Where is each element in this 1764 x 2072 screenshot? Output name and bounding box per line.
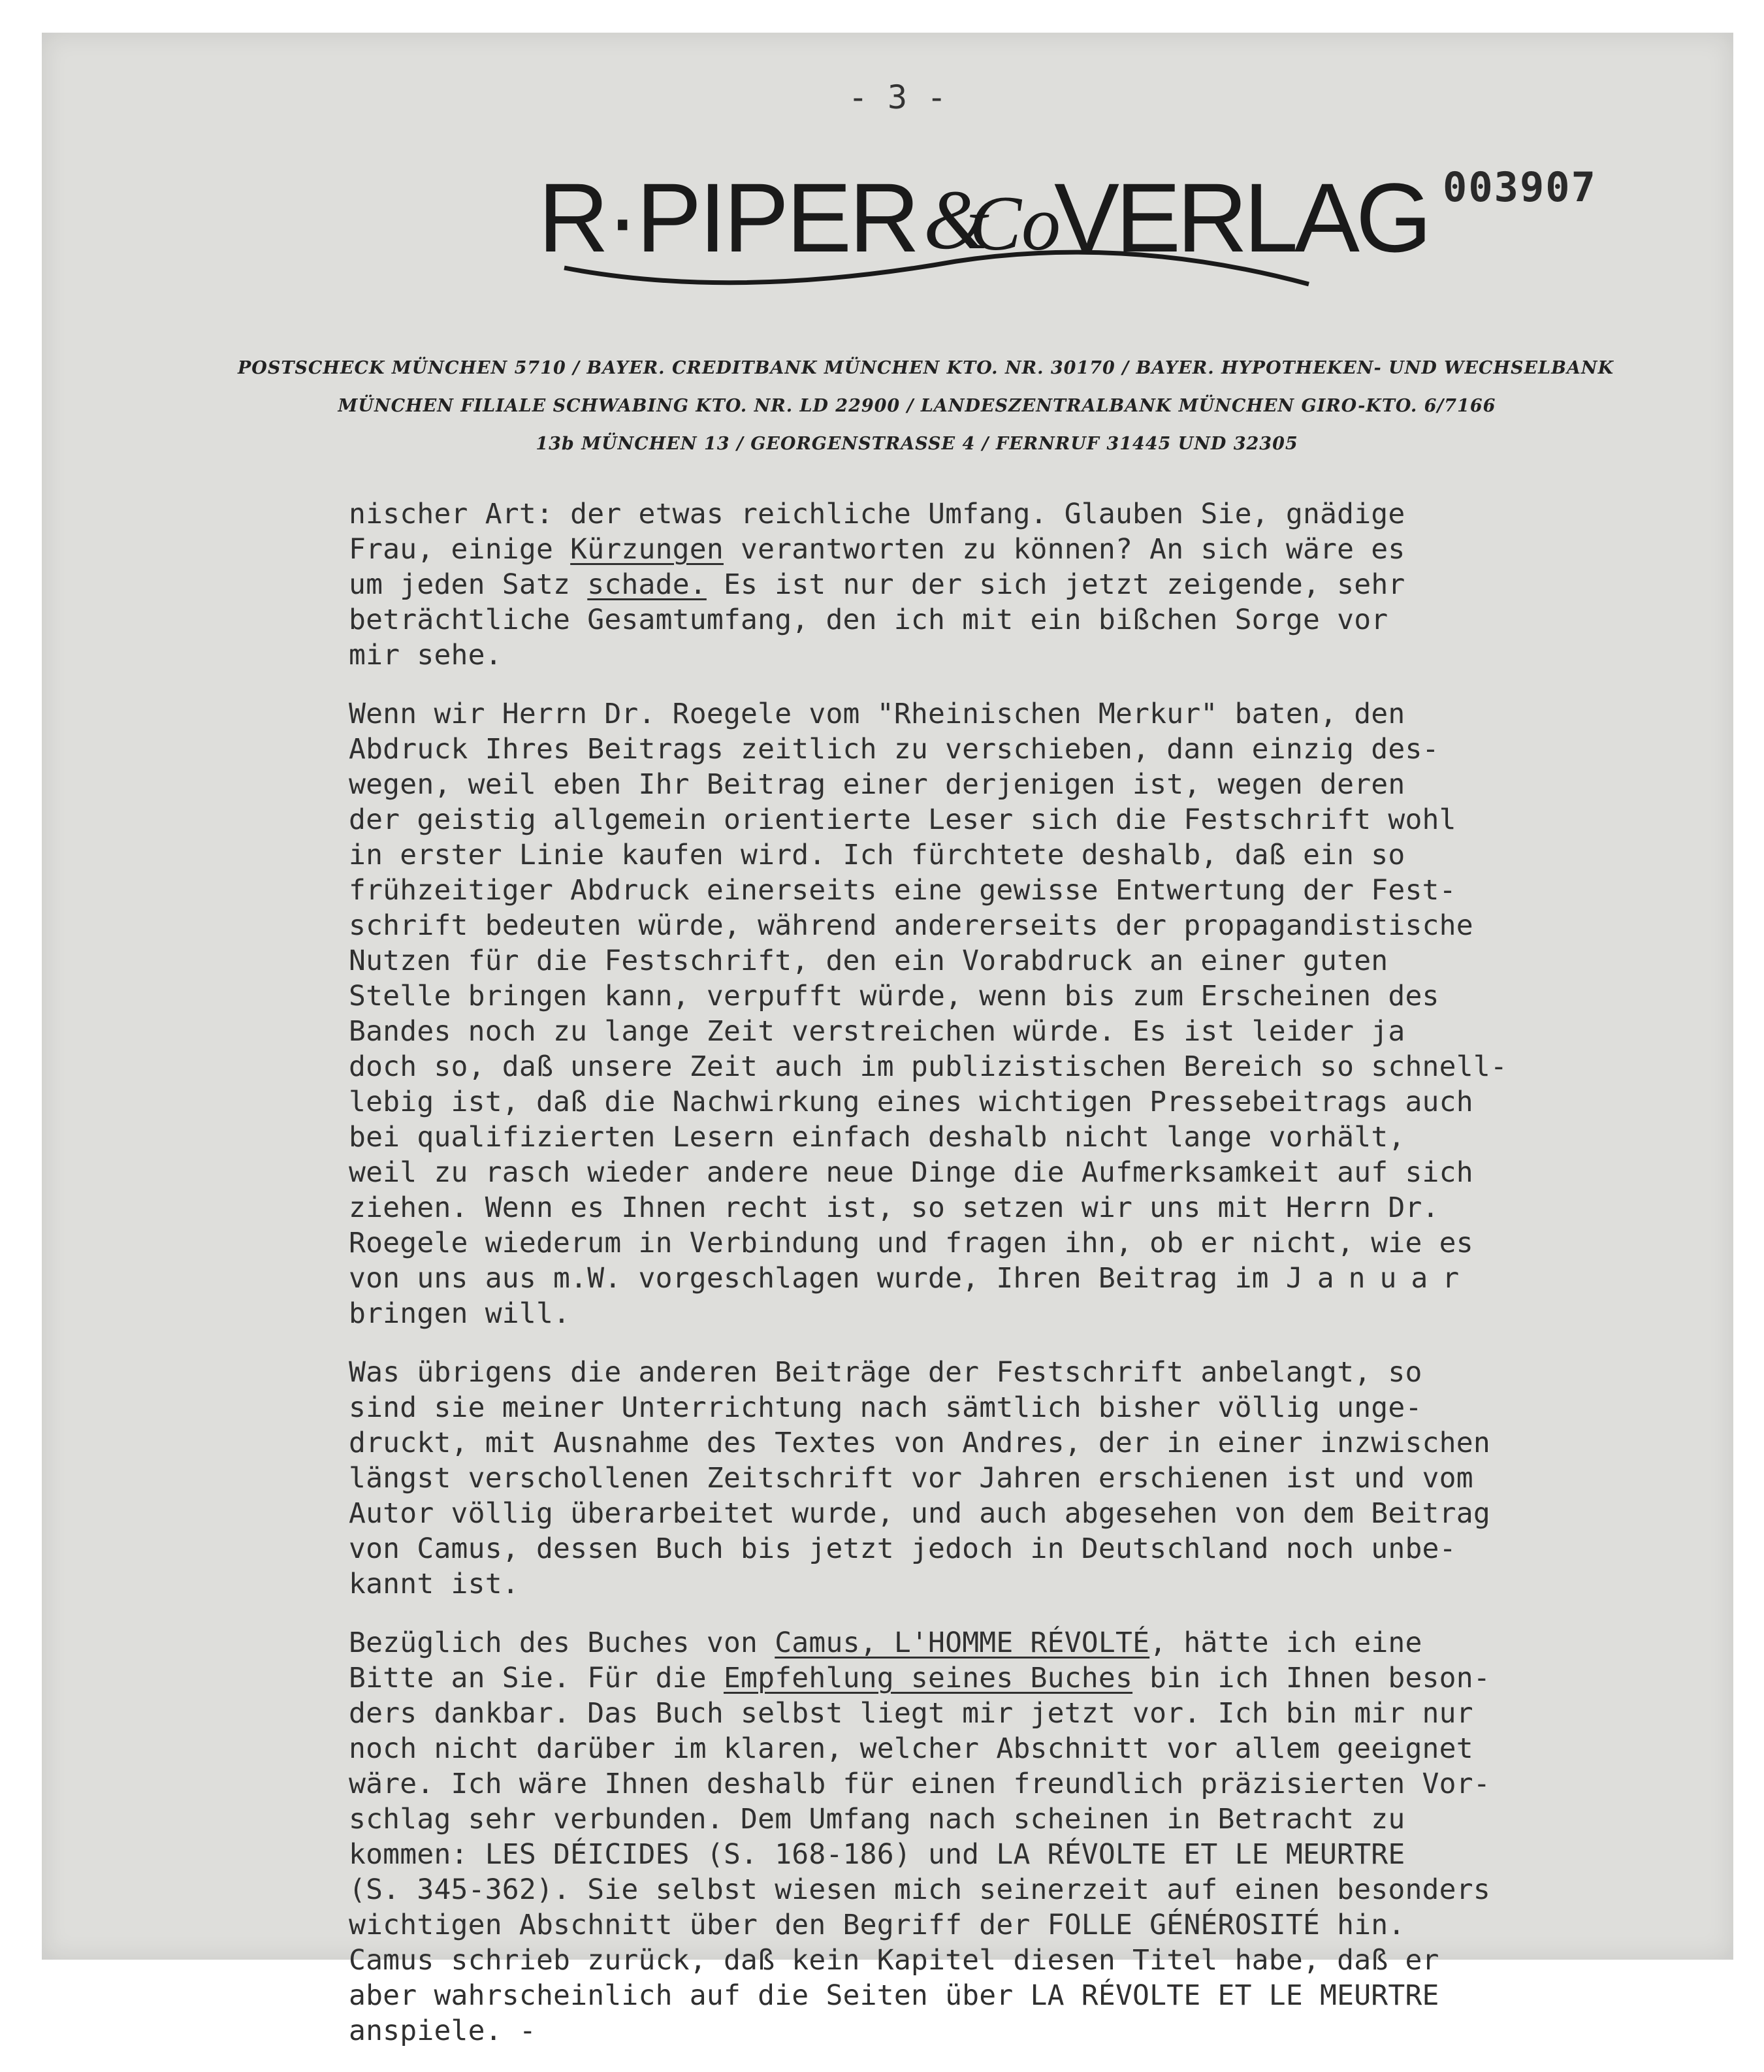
svg-text:&: & — [923, 173, 990, 267]
text-line: lebig ist, daß die Nachwirkung eines wichtigen Pressebeitrags auch — [349, 1086, 1473, 1118]
bank-line: MÜNCHEN FILIALE SCHWABING KTO. NR. LD 22900 / LANDESZENTRALBANK MÜNCHEN GIRO-KTO. 6/7166 — [338, 396, 1496, 416]
text-line: beträchtliche Gesamtumfang, den ich mit ein bißchen Sorge vor — [349, 604, 1388, 636]
text-line: mir sehe. — [349, 639, 502, 672]
text-line: Roegele wiederum in Verbindung und fragen ihn, ob er nicht, wie es — [349, 1227, 1473, 1259]
text-span: Frau, einige — [349, 533, 571, 566]
text-line — [349, 567, 1759, 602]
text-line: noch nicht darüber im klaren, welcher Abschnitt vor allem geeignet — [349, 1732, 1473, 1765]
bank-line: 13b MÜNCHEN 13 / GEORGENSTRASSE 4 / FERNRUF 31445 UND 32305 — [536, 434, 1298, 454]
text-line: der geistig allgemein orientierte Leser sich die Festschrift wohl — [349, 803, 1456, 836]
spaced-text: Januar — [1285, 1262, 1474, 1295]
text-line: Abdruck Ihres Beitrags zeitlich zu verschieben, dann einzig des- — [349, 733, 1439, 766]
text-line — [349, 532, 1759, 567]
text-span: Es ist nur der sich jetzt zeigende, sehr — [706, 568, 1405, 601]
text-line: längst verschollenen Zeitschrift vor Jahren erschienen ist und vom — [349, 1462, 1473, 1495]
underlined-text: Camus, L'HOMME RÉVOLTÉ — [775, 1627, 1150, 1659]
text-line: kommen: LES DÉICIDES (S. 168-186) und LA RÉVOLTE ET LE MEURTRE — [349, 1838, 1405, 1871]
text-span: um jeden Satz — [349, 568, 588, 601]
text-line: schlag sehr verbunden. Dem Umfang nach scheinen in Betracht zu — [349, 1803, 1405, 1836]
text-span: , hätte ich eine — [1149, 1627, 1422, 1659]
text-line: aber wahrscheinlich auf die Seiten über LA RÉVOLTE ET LE MEURTRE — [349, 1979, 1439, 2012]
text-line: druckt, mit Ausnahme des Textes von Andres, der in einer inzwischen — [349, 1427, 1490, 1459]
text-line: kannt ist. — [349, 1568, 519, 1600]
underlined-text: Empfehlung seines Buches — [723, 1662, 1133, 1694]
text-line: wäre. Ich wäre Ihnen deshalb für einen freundlich präzisierten Vor- — [349, 1768, 1490, 1800]
text-line: nischer Art: der etwas reichliche Umfang. Glauben Sie, gnädige — [349, 498, 1405, 530]
text-line: Was übrigens die anderen Beiträge der Festschrift anbelangt, so — [349, 1356, 1422, 1389]
paragraph-2 — [349, 696, 1759, 1331]
text-line: sind sie meiner Unterrichtung nach sämtlich bisher völlig unge- — [349, 1391, 1422, 1424]
page-number: - 3 - — [848, 78, 947, 116]
text-span: Bezüglich des Buches von — [349, 1627, 775, 1659]
text-line: doch so, daß unsere Zeit auch im publizistischen Bereich so schnell- — [349, 1050, 1507, 1083]
text-line: frühzeitiger Abdruck einerseits eine gewisse Entwertung der Fest- — [349, 874, 1456, 907]
text-line: Stelle bringen kann, verpufft würde, wenn bis zum Erscheinen des — [349, 980, 1439, 1012]
text-line: in erster Linie kaufen wird. Ich fürchtete deshalb, daß ein so — [349, 839, 1405, 871]
text-line: Nutzen für die Festschrift, den ein Vorabdruck an einer guten — [349, 945, 1388, 977]
svg-text:R·PIPER: R·PIPER — [538, 163, 918, 272]
text-line: anspiele. - — [349, 2015, 536, 2047]
paragraph-4 — [349, 1625, 1759, 2048]
document-number: 003907 — [1443, 163, 1597, 211]
text-line — [349, 1625, 1759, 1660]
paragraph-3 — [349, 1355, 1759, 1602]
text-span: verantworten zu können? An sich wäre es — [723, 533, 1405, 566]
letterhead-bank-details — [238, 349, 1614, 463]
text-line: von Camus, dessen Buch bis jetzt jedoch in Deutschland noch unbe- — [349, 1532, 1456, 1565]
text-line: Bandes noch zu lange Zeit verstreichen würde. Es ist leider ja — [349, 1015, 1405, 1048]
publisher-logo — [538, 163, 1428, 307]
text-line: ziehen. Wenn es Ihnen recht ist, so setzen wir uns mit Herrn Dr. — [349, 1191, 1439, 1224]
text-line — [349, 1261, 1759, 1296]
text-span: von uns aus m.W. vorgeschlagen wurde, Ihren Beitrag im — [349, 1262, 1286, 1295]
underlined-text: schade. — [587, 568, 707, 601]
paragraph-1 — [349, 496, 1759, 673]
text-line: wegen, weil eben Ihr Beitrag einer derjenigen ist, wegen deren — [349, 768, 1405, 801]
text-line: Wenn wir Herrn Dr. Roegele vom "Rheinischen Merkur" baten, den — [349, 698, 1405, 730]
bank-line: POSTSCHECK MÜNCHEN 5710 / BAYER. CREDITBANK MÜNCHEN KTO. NR. 30170 / BAYER. HYPOTHEKEN- UND WECHSELBANK — [238, 358, 1614, 378]
text-line: Autor völlig überarbeitet wurde, und auch abgesehen von dem Beitrag — [349, 1497, 1490, 1530]
text-line: bei qualifizierten Lesern einfach deshalb nicht lange vorhält, — [349, 1121, 1405, 1154]
svg-text:VERLAG: VERLAG — [1054, 163, 1428, 272]
text-line — [349, 1660, 1759, 1696]
text-line: (S. 345-362). Sie selbst wiesen mich seinerzeit auf einen besonders — [349, 1873, 1490, 1906]
text-line: Camus schrieb zurück, daß kein Kapitel diesen Titel habe, daß er — [349, 1944, 1439, 1977]
svg-text:Co: Co — [969, 180, 1061, 267]
text-span: bin ich Ihnen beson- — [1132, 1662, 1490, 1694]
underlined-text: Kürzungen — [570, 533, 724, 566]
letter-body — [349, 496, 1759, 2072]
text-line: wichtigen Abschnitt über den Begriff der FOLLE GÉNÉROSITÉ hin. — [349, 1909, 1405, 1941]
text-line: schrift bedeuten würde, während andererseits der propagandistische — [349, 909, 1473, 942]
text-line: ders dankbar. Das Buch selbst liegt mir jetzt vor. Ich bin mir nur — [349, 1697, 1473, 1730]
letter-page — [42, 33, 1733, 2047]
text-line: bringen will. — [349, 1297, 571, 1330]
text-span: Bitte an Sie. Für die — [349, 1662, 724, 1694]
text-line: weil zu rasch wieder andere neue Dinge die Aufmerksamkeit auf sich — [349, 1156, 1473, 1189]
